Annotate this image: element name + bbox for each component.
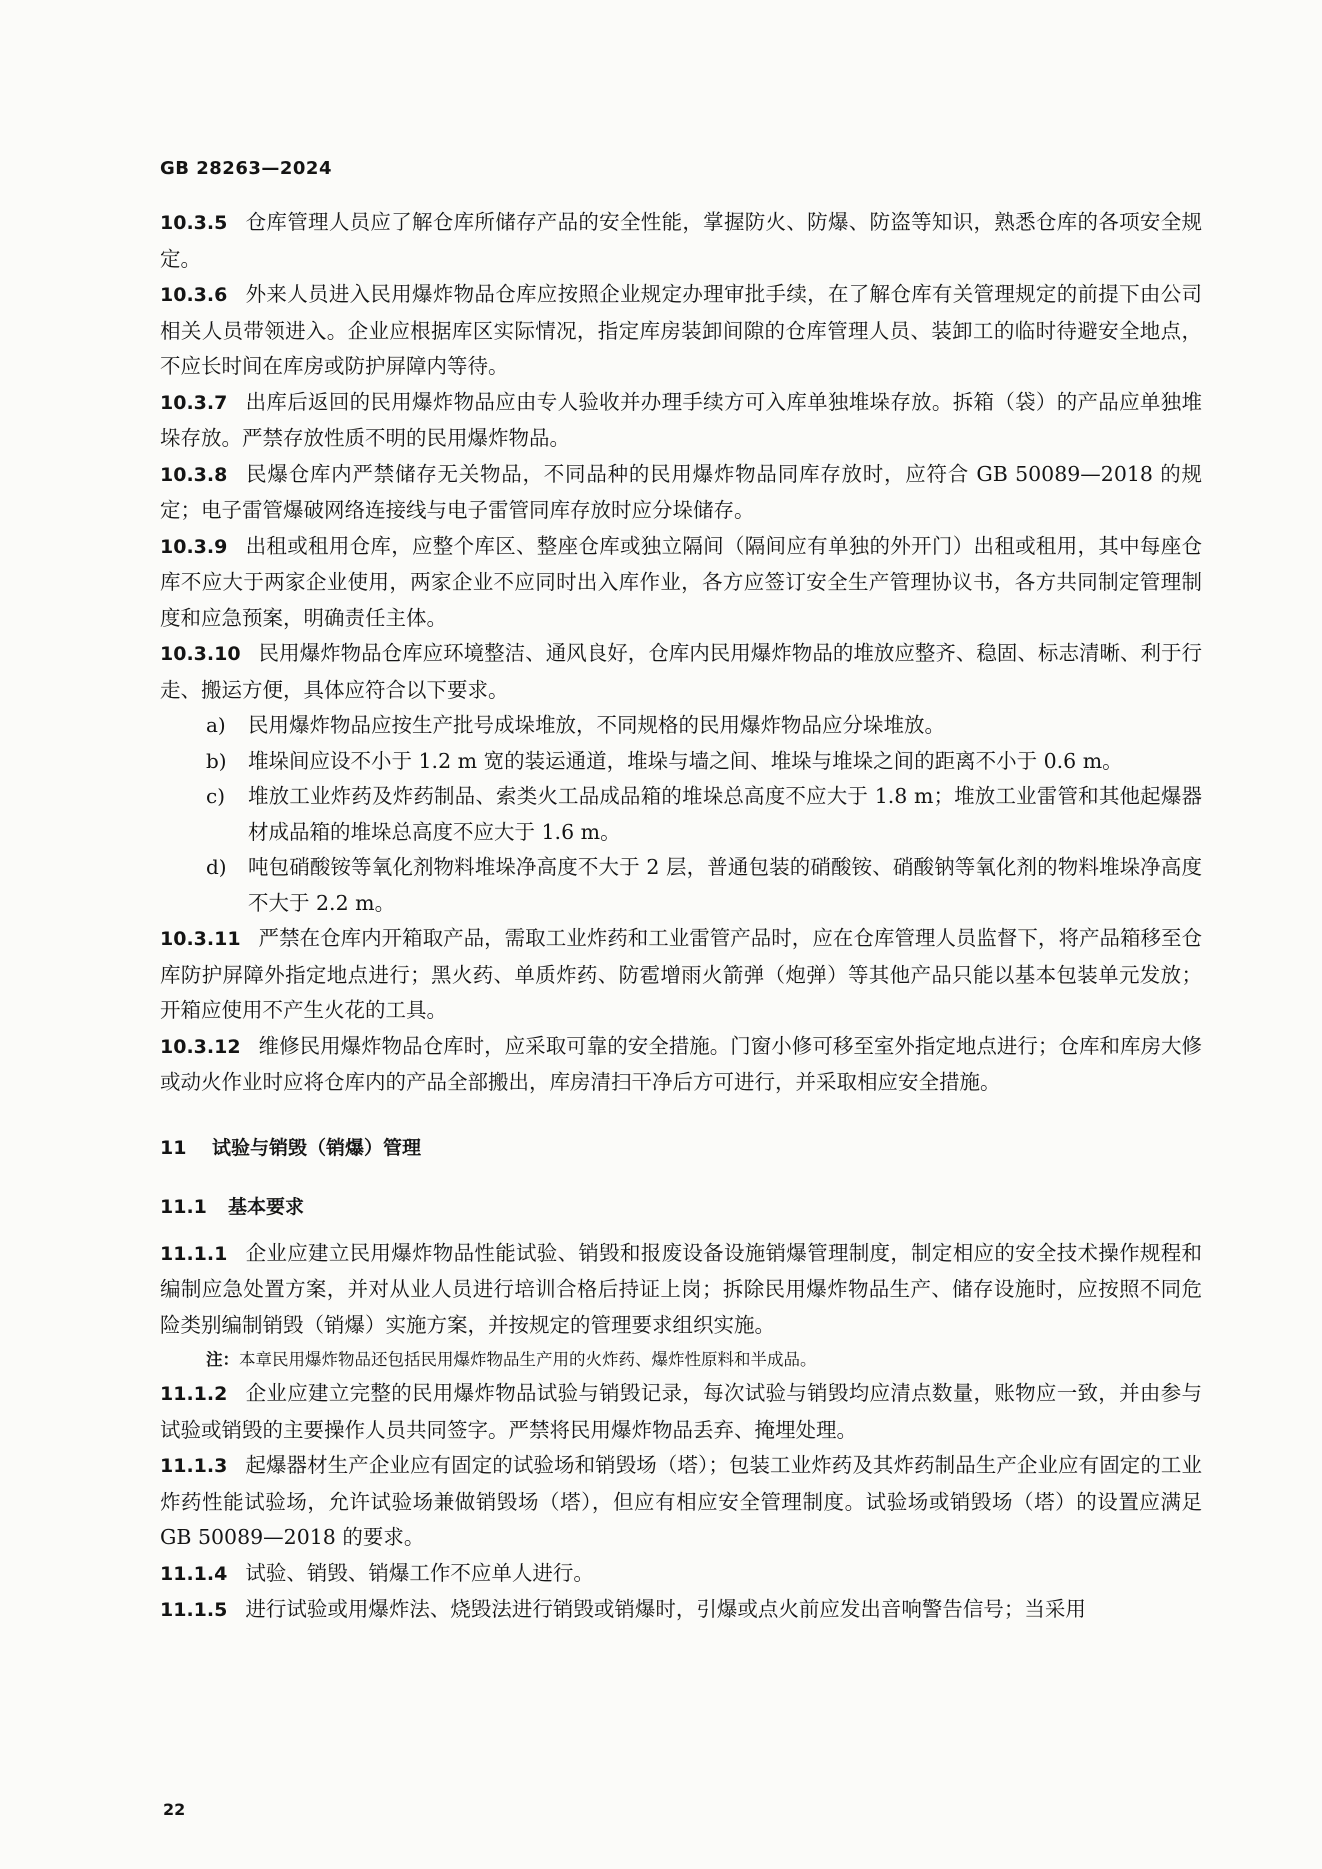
clause-10-3-12 <box>160 1029 1202 1101</box>
list-item-text: 堆垛间应设不小于 1.2 m 宽的装运通道，堆垛与墙之间、堆垛与堆垛之间的距离不小于 0.6 m。 <box>248 748 1123 773</box>
clause-number: 10.3.6 <box>160 284 228 306</box>
clause-number: 10.3.11 <box>160 928 241 950</box>
clause-number: 10.3.7 <box>160 391 228 414</box>
clause-number: 10.3.5 <box>160 212 228 234</box>
subsection-title: 基本要求 <box>228 1195 305 1218</box>
clause-text: 企业应建立民用爆炸物品性能试验、销毁和报废设备设施销爆管理制度，制定相应的安全技术操作规程和编制应急处置方案，并对从业人员进行培训合格后持证上岗；拆除民用爆炸物品生产、储存设施时，应按照不同危险类别编制销毁（销爆）实施方案，并按规定的管理要求组织实施。 <box>160 1240 1202 1337</box>
clause-11-1-5 <box>160 1592 1202 1629</box>
page-number: 22 <box>163 1800 186 1819</box>
clause-10-3-7 <box>160 385 1202 457</box>
clause-number: 11.1.3 <box>160 1455 228 1477</box>
clause-10-3-9 <box>160 529 1202 637</box>
list-item-text: 民用爆炸物品应按生产批号成垛堆放，不同规格的民用爆炸物品应分垛堆放。 <box>248 713 945 737</box>
clause-text: 起爆器材生产企业应有固定的试验场和销毁场（塔）；包装工业炸药及其炸药制品生产企业应有固定的工业炸药性能试验场，允许试验场兼做销毁场（塔），但应有相应安全管理制度。试验场或销毁场（塔）的设置应满足 GB 50089—2018 的要求。 <box>160 1453 1202 1549</box>
clause-text: 维修民用爆炸物品仓库时，应采取可靠的安全措施。门窗小修可移至室外指定地点进行；仓库和库房大修或动火作业时应将仓库内的产品全部搬出，库房清扫干净后方可进行，并采取相应安全措施。 <box>160 1033 1202 1094</box>
clause-text: 企业应建立完整的民用爆炸物品试验与销毁记录，每次试验与销毁均应清点数量，账物应一致，并由参与试验或销毁的主要操作人员共同签字。严禁将民用爆炸物品丢弃、掩埋处理。 <box>160 1381 1202 1442</box>
clause-text: 出租或租用仓库，应整个库区、整座仓库或独立隔间（隔间应有单独的外开门）出租或租用，其中每座仓库不应大于两家企业使用，两家企业不应同时出入库作业，各方应签订安全生产管理协议书，各方共同制定管理制度和应急预案，明确责任主体。 <box>160 533 1202 630</box>
list-item-text: 吨包硝酸铵等氧化剂物料堆垛净高度不大于 2 层，普通包装的硝酸铵、硝酸钠等氧化剂的物料堆垛净高度不大于 2.2 m。 <box>248 855 1202 915</box>
section-11-1-heading <box>160 1190 1202 1224</box>
section-number: 11 <box>160 1136 187 1159</box>
document-body <box>160 205 1202 1629</box>
clause-number: 11.1.5 <box>160 1599 228 1621</box>
section-title: 试验与销毁（销爆）管理 <box>212 1136 422 1159</box>
list-item-label: a) <box>206 713 226 737</box>
list-item <box>160 744 1202 780</box>
list-item-label: c) <box>206 784 226 808</box>
clause-text: 外来人员进入民用爆炸物品仓库应按照企业规定办理审批手续，在了解仓库有关管理规定的前提下由公司相关人员带领进入。企业应根据库区实际情况，指定库房装卸间隙的仓库管理人员、装卸工的临时待避安全地点，不应长时间在库房或防护屏障内等待。 <box>160 282 1202 378</box>
clause-10-3-10 <box>160 636 1202 708</box>
note-label: 注： <box>206 1350 239 1369</box>
clause-11-1-2 <box>160 1376 1202 1448</box>
clause-text: 试验、销毁、销爆工作不应单人进行。 <box>245 1560 594 1585</box>
standard-code-header: GB 28263—2024 <box>160 158 332 179</box>
list-item <box>160 779 1202 850</box>
clause-text: 民爆仓库内严禁储存无关物品，不同品种的民用爆炸物品同库存放时，应符合 GB 50089—2018 的规定；电子雷管爆破网络连接线与电子雷管同库存放时应分垛储存。 <box>160 461 1202 522</box>
clause-text: 出库后返回的民用爆炸物品应由专人验收并办理手续方可入库单独堆垛存放。拆箱（袋）的产品应单独堆垛存放。严禁存放性质不明的民用爆炸物品。 <box>160 389 1202 450</box>
note-text: 本章民用爆炸物品还包括民用爆炸物品生产用的火炸药、爆炸性原料和半成品。 <box>239 1350 817 1369</box>
clause-11-1-3 <box>160 1448 1202 1556</box>
clause-number: 11.1.1 <box>160 1242 228 1265</box>
list-item-label: d) <box>206 855 227 879</box>
clause-10-3-11 <box>160 921 1202 1029</box>
clause-number: 11.1.4 <box>160 1562 228 1585</box>
clause-10-3-8 <box>160 457 1202 529</box>
clause-text: 进行试验或用爆炸法、烧毁法进行销毁或销爆时，引爆或点火前应发出音响警告信号；当采用 <box>245 1597 1086 1621</box>
section-11-heading <box>160 1131 1202 1165</box>
clause-number: 10.3.9 <box>160 535 228 558</box>
clause-11-1-4 <box>160 1556 1202 1593</box>
clause-text: 民用爆炸物品仓库应环境整洁、通风良好，仓库内民用爆炸物品的堆放应整齐、稳固、标志清晰、利于行走、搬运方便，具体应符合以下要求。 <box>160 641 1202 702</box>
list-item <box>160 708 1202 744</box>
clause-text: 严禁在仓库内开箱取产品，需取工业炸药和工业雷管产品时，应在仓库管理人员监督下，将产品箱移至仓库防护屏障外指定地点进行；黑火药、单质炸药、防雹增雨火箭弹（炮弹）等其他产品只能以基本包装单元发放；开箱应使用不产生火花的工具。 <box>160 926 1202 1022</box>
clause-number: 10.3.12 <box>160 1035 241 1058</box>
clause-number: 11.1.2 <box>160 1383 228 1405</box>
subsection-number: 11.1 <box>160 1195 207 1218</box>
list-item <box>160 850 1202 921</box>
list-item-label: b) <box>206 748 227 773</box>
note <box>160 1343 1202 1376</box>
clause-10-3-5 <box>160 205 1202 277</box>
list-item-text: 堆放工业炸药及炸药制品、索类火工品成品箱的堆垛总高度不应大于 1.8 m；堆放工业雷管和其他起爆器材成品箱的堆垛总高度不应大于 1.6 m。 <box>248 784 1202 844</box>
clause-number: 10.3.8 <box>160 463 228 486</box>
clause-number: 10.3.10 <box>160 643 241 665</box>
clause-11-1-1 <box>160 1236 1202 1344</box>
clause-10-3-6 <box>160 277 1202 385</box>
clause-text: 仓库管理人员应了解仓库所储存产品的安全性能，掌握防火、防爆、防盗等知识，熟悉仓库的各项安全规定。 <box>160 210 1202 271</box>
